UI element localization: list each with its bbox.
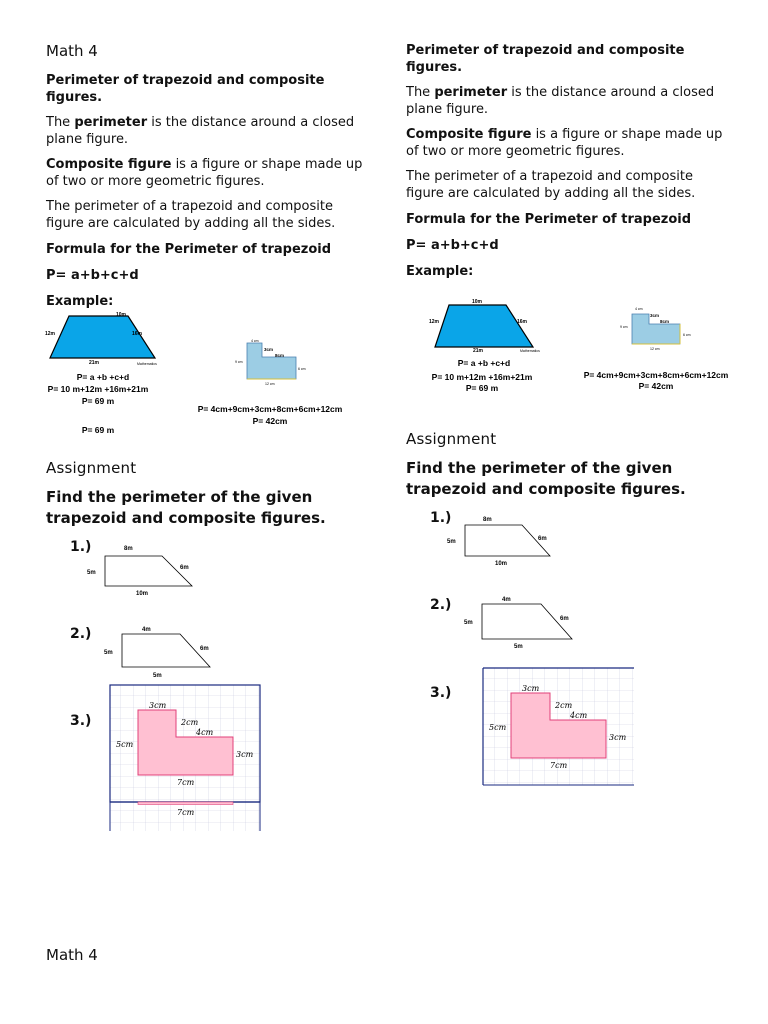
comp-calc-1: P= 4cm+9cm+3cm+8cm+6cm+12cm (583, 370, 729, 380)
trap-bottom-label: 21m (89, 360, 100, 366)
assignment-heading: Assignment (46, 459, 137, 477)
p2-left: 5m (464, 620, 473, 626)
p3-inner: 4cm (196, 728, 214, 737)
p3-bottom-repeat: 7cm (177, 808, 195, 817)
example-label: Example: (406, 264, 474, 279)
composite-shape (632, 314, 680, 344)
problem-3-figure (482, 667, 636, 787)
p1-left: 5m (447, 539, 456, 545)
trapezoid-shape (435, 305, 533, 347)
comp-top-label: 4 cm (635, 307, 643, 311)
p3-right: 3cm (236, 750, 254, 759)
p2-right: 6m (560, 616, 569, 622)
example-trapezoid-figure (36, 308, 171, 438)
problem-1-number: 1.) (430, 510, 452, 526)
p3-left: 5cm (489, 723, 507, 732)
trap-calc-2: P= 10 m+12m +16m+21m (431, 372, 533, 382)
p1-top: 8m (124, 546, 133, 552)
composite-term: Composite figure (406, 127, 532, 142)
trap-calc-4: P= 69 m (81, 425, 115, 435)
trapezoid-shape (105, 556, 192, 586)
p2-bottom: 5m (153, 673, 162, 679)
p1-right: 6m (180, 565, 189, 571)
trapezoid-shape (482, 604, 572, 639)
trap-right-label: 16m (517, 319, 528, 325)
p3-bottom: 7cm (177, 778, 195, 787)
example-trapezoid-figure (414, 292, 554, 397)
def-text: is a figure or shape made up of two or more geometric figures. (406, 127, 723, 159)
formula: P= a+b+c+d (406, 238, 499, 253)
def-text: The (46, 115, 75, 130)
comp-inner-a: 3cm (264, 347, 274, 352)
p1-right: 6m (538, 536, 547, 542)
trap-bottom-label: 21m (473, 348, 484, 354)
p3-right: 3cm (609, 733, 627, 742)
lesson-title: Perimeter of trapezoid and composite figures. (406, 43, 685, 75)
assignment-heading: Assignment (406, 430, 497, 448)
comp-inner-a: 3cm (650, 313, 660, 318)
composite-definition (406, 126, 731, 160)
trap-calc-1: P= a +b +c+d (457, 358, 511, 368)
comp-inner-b: 8cm (275, 353, 285, 358)
comp-right-label: 6 cm (298, 367, 306, 371)
p2-top: 4m (502, 597, 511, 603)
p3-bottom: 7cm (550, 761, 568, 770)
trapezoid-shape (122, 634, 210, 667)
p3-inner: 4cm (570, 711, 588, 720)
problem-1-figure (80, 538, 220, 603)
trap-calc-1: P= a +b +c+d (76, 372, 130, 382)
formula-title: Formula for the Perimeter of trapezoid (46, 242, 332, 257)
p3-step: 2cm (555, 701, 573, 710)
p3-left: 5cm (116, 740, 134, 749)
perimeter-term: perimeter (74, 115, 148, 130)
example-composite-figure (178, 330, 388, 430)
example-label: Example: (46, 294, 114, 309)
formula: P= a+b+c+d (46, 268, 139, 283)
assignment-instruction: Find the perimeter of the given trapezoid and composite figures. (46, 488, 326, 527)
problem-3-figure (108, 684, 263, 832)
trapezoid-shape (50, 316, 155, 358)
p1-top: 8m (483, 517, 492, 523)
assignment-instruction: Find the perimeter of the given trapezoid and composite figures. (406, 459, 686, 498)
comp-left-label: 9 cm (620, 325, 628, 329)
comp-left-label: 9 cm (235, 360, 243, 364)
problem-2-number: 2.) (430, 597, 452, 613)
trap-tag: Mathematics (520, 349, 540, 353)
def-text: is the distance around a closed plane figure. (406, 85, 715, 117)
trap-calc-2: P= 10 m+12m +16m+21m (47, 384, 149, 394)
trap-left-label: 12m (45, 331, 56, 337)
comp-top-label: 4 cm (251, 339, 259, 343)
problem-2-number: 2.) (70, 626, 92, 642)
problem-2-figure (455, 590, 585, 655)
comp-right-label: 6 cm (683, 333, 691, 337)
calc-text: The perimeter of a trapezoid and composite figure are calculated by adding all the sides. (406, 169, 696, 201)
lesson-title: Perimeter of trapezoid and composite figures. (46, 73, 325, 105)
comp-bottom-label: 12 cm (265, 382, 275, 386)
problem-3-number: 3.) (430, 685, 452, 701)
trap-right-label: 16m (132, 331, 143, 337)
def-text: is the distance around a closed plane figure. (46, 115, 355, 147)
composite-definition (46, 156, 371, 190)
perimeter-definition (46, 114, 366, 148)
trap-top-label: 10m (116, 312, 127, 318)
p3-top: 3cm (149, 701, 167, 710)
def-text: is a figure or shape made up of two or more geometric figures. (46, 157, 363, 189)
comp-calc-2: P= 42cm (638, 381, 674, 391)
comp-calc-1: P= 4cm+9cm+3cm+8cm+6cm+12cm (197, 404, 343, 414)
perimeter-term: perimeter (434, 85, 508, 100)
p1-bottom: 10m (495, 561, 508, 567)
problem-1-figure (440, 510, 580, 575)
comp-bottom-label: 12 cm (650, 347, 660, 351)
formula-title: Formula for the Perimeter of trapezoid (406, 212, 692, 227)
problem-1-number: 1.) (70, 539, 92, 555)
calc-text: The perimeter of a trapezoid and composite figure are calculated by adding all the sides. (46, 199, 336, 231)
trap-tag: Mathematics (137, 362, 157, 366)
perimeter-definition (406, 84, 726, 118)
p1-bottom: 10m (136, 591, 149, 597)
p1-left: 5m (87, 570, 96, 576)
footer-label: Math 4 (46, 946, 98, 964)
problem-3-number: 3.) (70, 713, 92, 729)
trap-calc-3: P= 69 m (465, 383, 499, 393)
comp-calc-2: P= 42cm (252, 416, 288, 426)
comp-inner-b: 8cm (660, 319, 670, 324)
trap-top-label: 10m (472, 299, 483, 305)
p2-top: 4m (142, 627, 151, 633)
p2-right: 6m (200, 646, 209, 652)
p2-bottom: 5m (514, 644, 523, 650)
problem-2-figure (95, 620, 225, 685)
p3-step: 2cm (181, 718, 199, 727)
p3-top: 3cm (522, 684, 540, 693)
composite-term: Composite figure (46, 157, 172, 172)
def-text: The (406, 85, 435, 100)
trap-left-label: 12m (429, 319, 440, 325)
header-label: Math 4 (46, 42, 98, 60)
p2-left: 5m (104, 650, 113, 656)
trap-calc-3: P= 69 m (81, 396, 115, 406)
example-composite-figure (566, 300, 766, 395)
